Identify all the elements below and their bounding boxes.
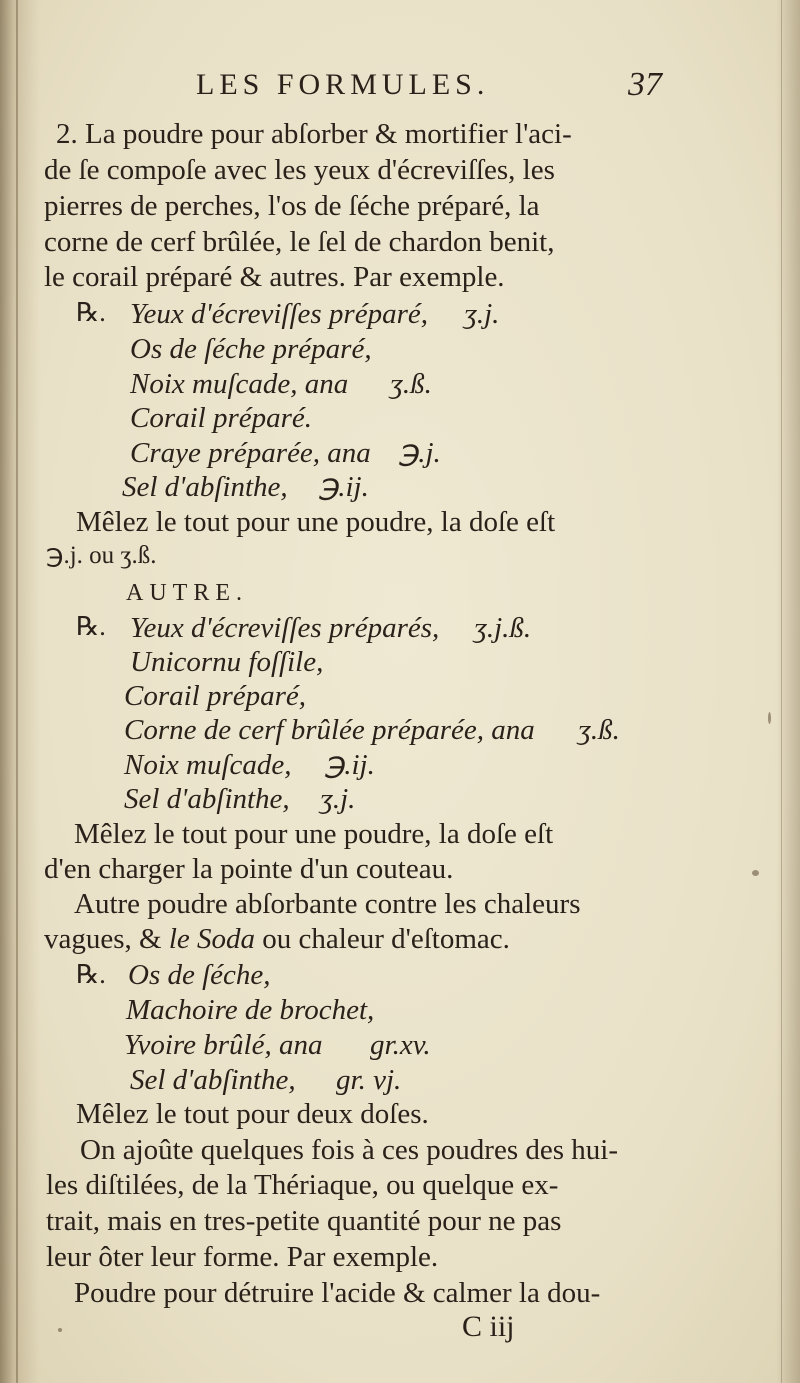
ingredient-line: Unicornu foſſile, (130, 646, 324, 678)
italic-term: le Soda (168, 923, 256, 955)
ingredient-line: Sel d'abſinthe, (130, 1064, 296, 1096)
text-line: les diſtilées, de la Thériaque, ou quelque ex- (46, 1169, 559, 1201)
text-line: Poudre pour détruire l'acide & calmer la dou- (74, 1277, 601, 1309)
ingredient-dose: ʒ.ß. (390, 368, 432, 400)
ingredient-line: Machoire de brochet, (126, 994, 375, 1026)
ingredient-line: Noix muſcade, ana (130, 368, 349, 400)
paper-speck (752, 870, 759, 876)
text-line (44, 922, 510, 956)
page-right-edge (781, 0, 782, 1383)
ingredient-line: Yvoire brûlé, ana (124, 1029, 323, 1061)
ingredient-dose: ʒ.ß. (578, 714, 620, 746)
ingredient-dose: ʒ.j. (464, 298, 500, 330)
text-line: le corail préparé & autres. Par exemple. (44, 261, 505, 293)
ingredient-dose: ʒ.j.ß. (474, 612, 532, 644)
signature-mark: C iij (462, 1310, 515, 1343)
ingredient-dose: gr.xv. (370, 1029, 431, 1061)
ingredient-dose: ℈.ij. (318, 471, 369, 503)
recipe-symbol: ℞. (76, 612, 106, 641)
section-heading-autre: AUTRE. (126, 580, 248, 606)
ingredient-line: Craye préparée, ana (130, 437, 371, 469)
page-gutter-edge (16, 0, 18, 1383)
ingredient-line: Corail préparé. (130, 402, 313, 434)
ingredient-line: Os de ſéche préparé, (130, 333, 372, 365)
ingredient-line: Yeux d'écreviſſes préparés, (130, 612, 440, 644)
ingredient-dose: ℈.j. (398, 437, 441, 469)
ingredient-line: Noix muſcade, (124, 749, 292, 781)
text-line: trait, mais en tres-petite quantité pour ne pas (46, 1205, 562, 1237)
text-line: d'en charger la pointe d'un couteau. (44, 853, 454, 885)
ingredient-dose: ʒ.j. (320, 783, 356, 815)
recipe-symbol: ℞. (76, 298, 106, 327)
ingredient-dose: gr. vj. (336, 1064, 402, 1096)
text-line: Mêlez le tout pour une poudre, la doſe eſt (74, 818, 554, 850)
text-line: pierres de perches, l'os de ſéche préparé, la (44, 190, 540, 222)
text-line: Mêlez le tout pour deux doſes. (76, 1098, 429, 1130)
recipe-symbol: ℞. (76, 960, 106, 989)
text-line: Mêlez le tout pour une poudre, la doſe eſt (76, 506, 556, 538)
text-line: Autre poudre abſorbante contre les chaleurs (74, 888, 581, 920)
text-line: On ajoûte quelques fois à ces poudres des hui- (80, 1134, 618, 1166)
ingredient-dose: ℈.ij. (324, 749, 375, 781)
paper-speck (768, 712, 771, 724)
page-number: 37 (628, 66, 662, 103)
text-line: de ſe compoſe avec les yeux d'écreviſſes, les (44, 154, 555, 186)
ingredient-line: Corail préparé, (124, 680, 307, 712)
ingredient-line: Sel d'abſinthe, (124, 783, 290, 815)
text-line: 2. La poudre pour abſorber & mortifier l'aci- (56, 118, 572, 150)
ingredient-line: Os de ſéche, (128, 959, 271, 991)
ingredient-line: Yeux d'écreviſſes préparé, (130, 298, 429, 330)
ingredient-line: Corne de cerf brûlée préparée, ana (124, 714, 535, 746)
paper-speck (58, 1328, 62, 1332)
text-segment: ou chaleur d'eſtomac. (255, 923, 510, 955)
text-line: corne de cerf brûlée, le ſel de chardon benit, (44, 226, 555, 258)
running-title: LES FORMULES. (196, 68, 490, 101)
text-line: ℈.j. ou ʒ.ß. (46, 542, 157, 569)
text-segment: vagues, & (44, 923, 169, 955)
ingredient-line: Sel d'abſinthe, (122, 471, 288, 503)
text-line: leur ôter leur forme. Par exemple. (46, 1241, 439, 1273)
